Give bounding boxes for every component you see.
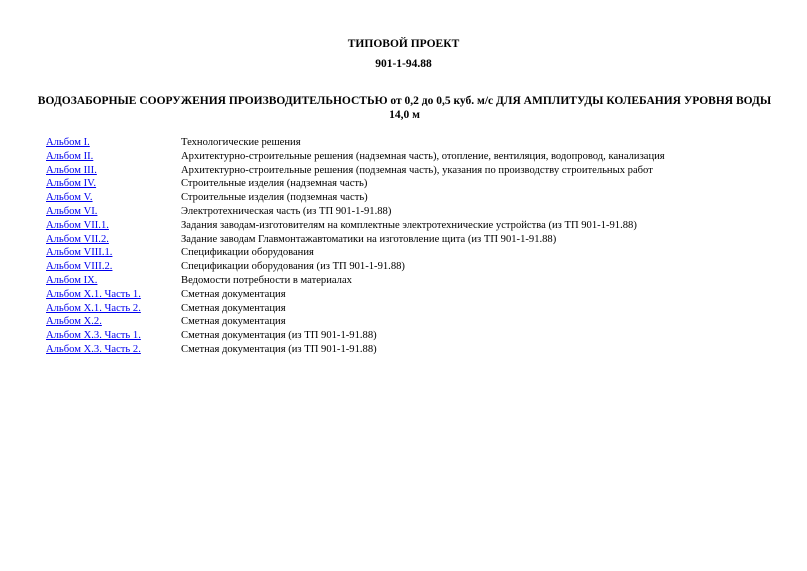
document-subject-heading: ВОДОЗАБОРНЫЕ СООРУЖЕНИЯ ПРОИЗВОДИТЕЛЬНОСТЬЮ от 0,2 до 0,5 куб. м/с ДЛЯ АМПЛИТУДЫ КОЛЕБАНИЯ УРОВНЯ ВОДЫ 14,0 м [37,95,772,121]
album-link[interactable]: Альбом VI. [46,205,98,217]
document-number-heading: 901-1-94.88 [375,58,432,70]
album-description: Электротехническая часть (из ТП 901-1-91.88) [181,205,392,217]
album-row [46,302,776,316]
album-description: Технологические решения [181,137,301,148]
album-row [46,191,776,205]
album-description: Сметная документация (из ТП 901-1-91.88) [181,343,377,355]
album-row [46,288,776,302]
album-row [46,329,776,343]
album-row [46,260,776,274]
album-description: Сметная документация [181,302,286,314]
album-link[interactable]: Альбом III. [46,164,97,176]
album-description: Задание заводам Главмонтажавтоматики на изготовление щита (из ТП 901-1-91.88) [181,233,557,245]
album-row [46,343,776,357]
album-link[interactable]: Альбом VIII.1. [46,247,113,259]
album-row [46,136,776,150]
album-row [46,205,776,219]
album-list [46,136,776,357]
album-link[interactable]: Альбом I. [46,137,90,148]
album-row [46,150,776,164]
album-row [46,164,776,178]
album-description: Спецификации оборудования [181,247,314,259]
album-description: Архитектурно-строительные решения (подземная часть), указания по производству строительных работ [181,164,653,176]
album-description: Строительные изделия (подземная часть) [181,192,368,204]
album-link[interactable]: Альбом IV. [46,178,97,190]
album-description: Архитектурно-строительные решения (надземная часть), отопление, вентиляция, водопровод, канализация [181,150,665,162]
album-description: Задания заводам-изготовителям на комплектные электротехнические устройства (из ТП 901-1-91.88) [181,219,637,231]
album-row [46,315,776,329]
album-link[interactable]: Альбом X.2. [46,316,102,328]
album-description: Сметная документация [181,316,286,328]
album-link[interactable]: Альбом X.1. Часть 1. [46,288,141,300]
album-description: Спецификации оборудования (из ТП 901-1-91.88) [181,261,405,273]
album-link[interactable]: Альбом X.3. Часть 2. [46,343,141,355]
album-row [46,274,776,288]
album-row [46,246,776,260]
album-link[interactable]: Альбом IX. [46,274,98,286]
album-link[interactable]: Альбом X.1. Часть 2. [46,302,141,314]
album-link[interactable]: Альбом VII.1. [46,219,109,231]
album-description: Ведомости потребности в материалах [181,274,352,286]
album-description: Сметная документация [181,288,286,300]
album-link[interactable]: Альбом V. [46,192,93,204]
album-row [46,177,776,191]
album-link[interactable]: Альбом II. [46,150,94,162]
album-link[interactable]: Альбом VIII.2. [46,261,113,273]
document-type-heading: ТИПОВОЙ ПРОЕКТ [347,38,460,50]
album-row [46,233,776,247]
album-description: Сметная документация (из ТП 901-1-91.88) [181,330,377,342]
album-row [46,219,776,233]
album-link[interactable]: Альбом X.3. Часть 1. [46,330,141,342]
album-link[interactable]: Альбом VII.2. [46,233,109,245]
album-description: Строительные изделия (надземная часть) [181,178,368,190]
